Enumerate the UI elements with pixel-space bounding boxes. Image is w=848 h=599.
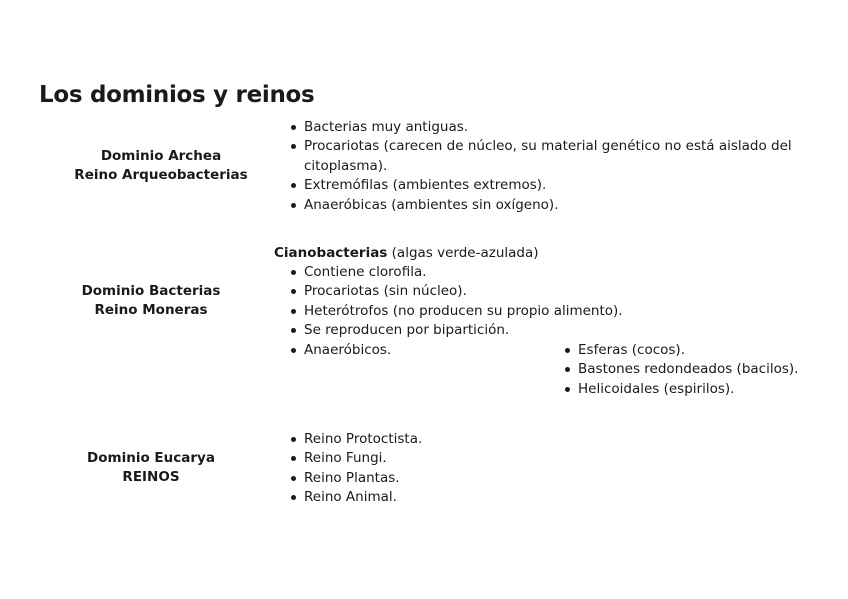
list-item: Reino Plantas. (288, 469, 588, 488)
bacterias-kingdom-name: Reino Moneras (94, 302, 208, 318)
eucarya-domain-name: Dominio Eucarya (87, 450, 215, 466)
list-item: Reino Protoctista. (288, 430, 588, 449)
bacteria-shapes-list (562, 341, 832, 399)
archea-characteristics-list (288, 118, 813, 215)
list-item: Anaeróbicas (ambientes sin oxígeno). (288, 196, 813, 215)
list-item: Contiene clorofila. (288, 263, 658, 282)
list-item: Esferas (cocos). (562, 341, 832, 360)
list-item: Extremófilas (ambientes extremos). (288, 176, 813, 195)
eucarya-kingdoms-list (288, 430, 588, 508)
list-item: Bastones redondeados (bacilos). (562, 360, 832, 379)
list-item: Reino Fungi. (288, 449, 588, 468)
list-item: Procariotas (sin núcleo). (288, 282, 658, 301)
archea-domain-name: Dominio Archea (100, 148, 222, 164)
eucarya-domain-label (56, 449, 246, 487)
list-item: Anaeróbicos. (288, 341, 658, 360)
cianobacterias-note: (algas verde-azulada) (387, 245, 539, 261)
cianobacterias-bold-label: Cianobacterias (274, 245, 388, 261)
list-item: Procariotas (carecen de núcleo, su material genético no está aislado del citoplasma). (288, 137, 813, 176)
list-item: Bacterias muy antiguas. (288, 118, 813, 137)
archea-kingdom-name: Reino Arqueobacterias (74, 167, 248, 183)
bacterias-domain-label (56, 282, 246, 320)
archea-domain-label (66, 147, 256, 185)
cianobacterias-subheading (274, 244, 539, 263)
list-item: Se reproducen por bipartición. (288, 321, 658, 340)
eucarya-kingdoms-heading: REINOS (122, 469, 180, 485)
list-item: Reino Animal. (288, 488, 588, 507)
bacterias-domain-name: Dominio Bacterias (81, 283, 221, 299)
list-item: Helicoidales (espirilos). (562, 380, 832, 399)
page-title: Los dominios y reinos (39, 82, 315, 108)
list-item: Heterótrofos (no producen su propio alimento). (288, 302, 658, 321)
